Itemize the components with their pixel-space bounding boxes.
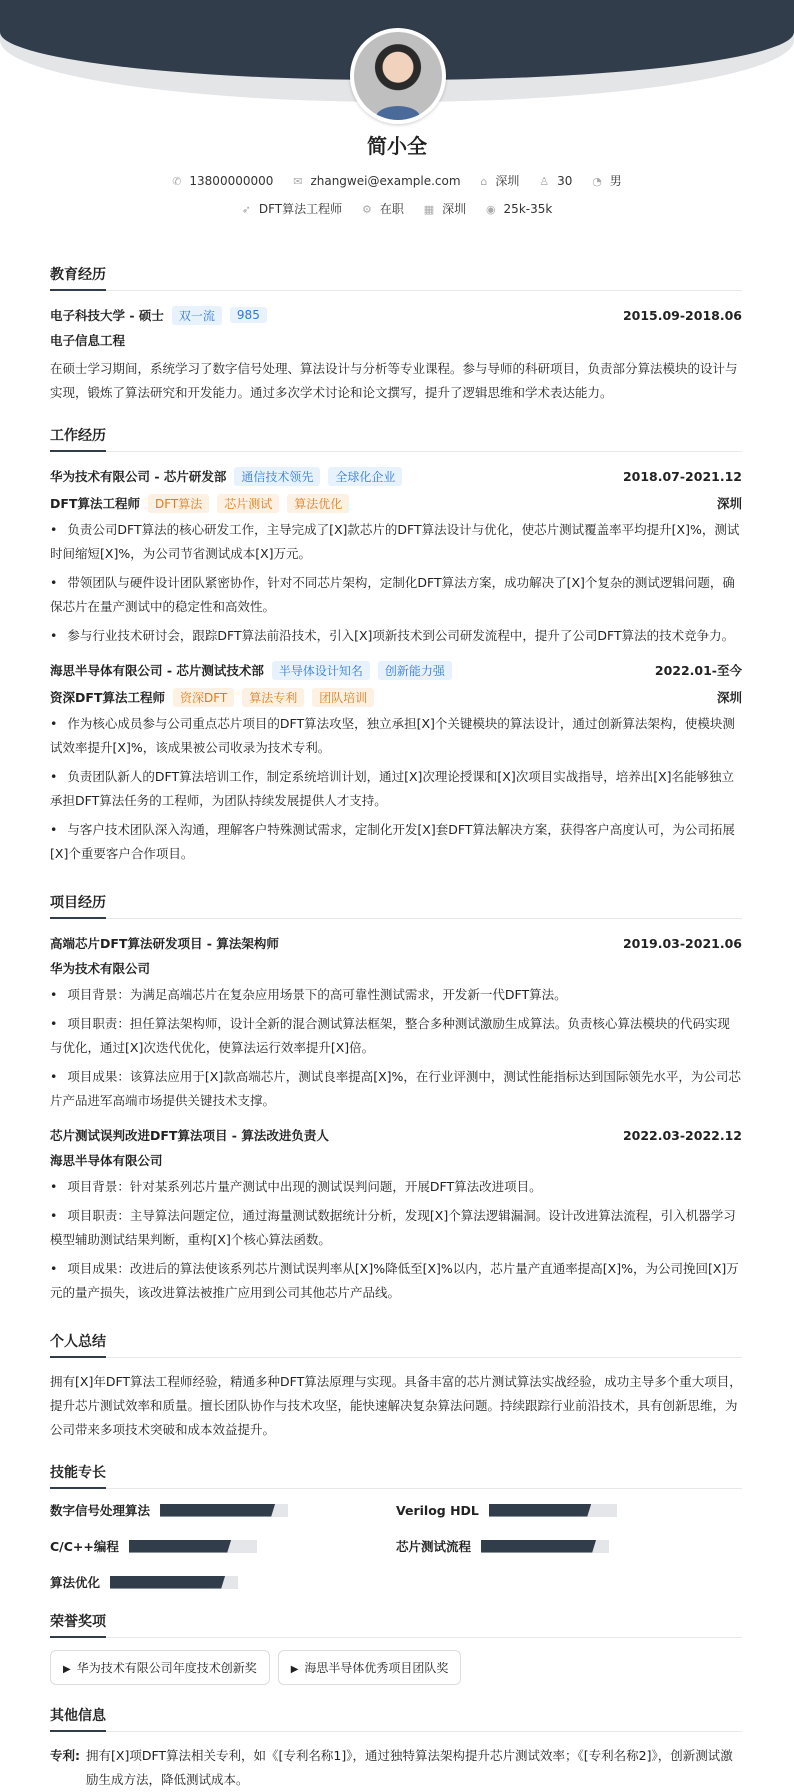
award-name: 华为技术有限公司年度技术创新奖 [76,1661,257,1675]
company: 海思半导体有限公司 - 芯片测试技术部 [50,663,264,678]
bullet: • 与客户技术团队深入沟通，理解客户特殊测试需求，定制化开发[X]套DFT算法解决方案，获得客户高度认可，为公司拓展[X]个重要客户合作项目。 [50,818,742,866]
project-title: 高端芯片DFT算法研发项目 - 算法架构师 [50,936,279,951]
role-tag: 算法优化 [287,494,349,513]
project-company: 海思半导体有限公司 [50,1153,163,1168]
award-name: 海思半导体优秀项目团队奖 [304,1661,449,1675]
bullet: • 作为核心成员参与公司重点芯片项目的DFT算法攻坚，独立承担[X]个关键模块的算法设计，通过创新算法架构，使模块测试效率提升[X]%，该成果被公司收录为技术专利。 [50,712,742,760]
email: zhangwei@example.com [310,174,461,188]
bullet: • 项目成果：改进后的算法使该系列芯片测试误判率从[X]%降低至[X]%以内，芯片量产直通率提高[X]%，为公司挽回[X]万元的量产损失，该改进算法被推广应用到公司其他芯片产品线。 [50,1257,742,1305]
skill-bar-fill [489,1504,591,1517]
user-icon: ♙ [539,175,550,188]
company-tag: 全球化企业 [328,467,402,486]
tag: 双一流 [172,306,222,325]
skill-bar [110,1576,238,1589]
skill-item [396,1501,742,1519]
bullet: • 参与行业技术研讨会，跟踪DFT算法前沿技术，引入[X]项新技术到公司研发流程中，提升了公司DFT算法的技术竞争力。 [50,624,742,648]
skill-item [50,1501,396,1519]
section-awards: 荣誉奖项 [50,1611,742,1638]
patent-text: 拥有[X]项DFT算法相关专利，如《[专利名称1]》，通过独特算法架构提升芯片测试效率；《[专利名称2]》，创新测试激励生成方法，降低测试成本。 [86,1748,733,1787]
date: 2015.09-2018.06 [622,307,742,323]
section-summary: 个人总结 [50,1331,742,1358]
section-education: 教育经历 [50,264,742,291]
bullet: • 项目职责：担任算法架构师，设计全新的混合测试算法框架，整合多种测试激励生成算法。负责核心算法模块的代码实现与优化，通过[X]次迭代优化，使算法运行效率提升[X]倍。 [50,1012,742,1060]
company-tag: 创新能力强 [378,661,452,680]
skill-bar-fill [110,1576,225,1589]
role-tag: DFT算法 [148,494,209,513]
project-title: 芯片测试误判改进DFT算法项目 - 算法改进负责人 [50,1128,329,1143]
skill-bar-fill [129,1540,231,1553]
skill-bar [129,1540,257,1553]
role-tag: 资深DFT [173,688,234,707]
gear-icon: ⚙ [361,203,372,216]
section-other: 其他信息 [50,1705,742,1732]
bullet: • 带领团队与硬件设计团队紧密协作，针对不同芯片架构，定制化DFT算法方案，成功解决了[X]个复杂的测试逻辑问题，确保芯片在量产测试中的稳定性和高效性。 [50,571,742,619]
major: 电子信息工程 [50,333,126,348]
skill-name: 芯片测试流程 [396,1539,472,1554]
role-tag: 算法专利 [242,688,304,707]
triangle-icon: ▶ [290,1664,299,1675]
tag: 985 [230,307,267,323]
bullet: • 项目背景：为满足高端芯片在复杂应用场景下的高可靠性测试需求，开发新一代DFT算法。 [50,983,742,1007]
building-icon: ▦ [423,203,435,216]
phone: 13800000000 [189,174,274,188]
summary: 拥有[X]年DFT算法工程师经验，精通多种DFT算法原理与实现。具备丰富的芯片测试算法实战经验，成功主导多个重大项目，提升芯片测试效率和质量。擅长团队协作与技术攻坚，能快速解决复杂算法问题。持续跟踪行业前沿技术，具有创新思维，为公司带来多项技术突破和成本效益提升。 [50,1374,742,1437]
skill-item [50,1537,396,1555]
target-city: 深圳 [442,202,467,216]
bullet: • 负责公司DFT算法的核心研发工作，主导完成了[X]款芯片的DFT算法设计与优化，使芯片测试覆盖率平均提升[X]%，测试时间缩短[X]%，为公司节省测试成本[X]万元。 [50,518,742,566]
skill-name: C/C++编程 [50,1539,119,1554]
bullet: • 负责团队新人的DFT算法培训工作，制定系统培训计划，通过[X]次理论授课和[X]次项目实战指导，培养出[X]名能够独立承担DFT算法任务的工程师，为团队持续发展提供人才支持。 [50,765,742,813]
city: 深圳 [716,496,742,511]
location: 深圳 [495,174,520,188]
avatar [350,28,446,124]
patents [50,1744,742,1792]
patent-label: 专利: [50,1748,80,1763]
company: 华为技术有限公司 - 芯片研发部 [50,469,227,484]
candidate-name: 简小全 [367,134,427,158]
age: 30 [557,174,573,188]
company-tag: 通信技术领先 [234,467,320,486]
job-intent-row [0,200,794,217]
section-projects: 项目经历 [50,892,742,919]
skill-item [50,1573,396,1591]
skill-bar-fill [481,1540,596,1553]
date: 2018.07-2021.12 [622,468,742,484]
company-tag: 半导体设计知名 [272,661,370,680]
project-item [50,931,742,1113]
date: 2022.01-至今 [654,663,742,678]
school: 电子科技大学 - 硕士 [50,308,164,323]
salary: 25k-35k [503,202,553,216]
skill-bar [481,1540,609,1553]
triangle-icon: ▶ [63,1664,71,1675]
section-skills: 技能专长 [50,1462,742,1489]
role-tag: 团队培训 [312,688,374,707]
skill-item [396,1537,742,1555]
work-item [50,464,742,648]
mail-icon: ✉ [293,175,303,188]
coin-icon: ◉ [485,203,496,216]
gender: 男 [609,174,622,188]
skill-bar [160,1504,288,1517]
skill-name: 算法优化 [50,1575,101,1590]
phone-icon: ✆ [172,175,182,188]
award-item [50,1650,270,1685]
skill-name: 数字信号处理算法 [50,1503,151,1518]
section-work: 工作经历 [50,425,742,452]
role-tag: 芯片测试 [217,494,279,513]
city: 深圳 [716,690,742,705]
position: DFT算法工程师 [258,202,343,216]
work-item [50,658,742,866]
date: 2022.03-2022.12 [622,1127,742,1143]
send-icon: ➶ [241,203,251,216]
bullet: • 项目成果：该算法应用于[X]款高端芯片，测试良率提高[X]%，在行业评测中，测试性能指标达到国际领先水平，为公司芯片产品进军高端市场提供关键技术支撑。 [50,1065,742,1113]
skill-bar [489,1504,617,1517]
project-item [50,1123,742,1305]
role: DFT算法工程师 [50,496,140,511]
bullet: • 项目职责：主导算法问题定位，通过海量测试数据统计分析，发现[X]个算法逻辑漏洞。设计改进算法流程，引入机器学习模型辅助测试结果判断，重构[X]个核心算法函数。 [50,1204,742,1252]
award-item [278,1650,462,1685]
skill-bar-fill [160,1504,275,1517]
gender-icon: ◔ [592,175,602,188]
date: 2019.03-2021.06 [622,935,742,951]
education-desc: 在硕士学习期间，系统学习了数字信号处理、算法设计与分析等专业课程。参与导师的科研项目，负责部分算法模块的设计与实现，锻炼了算法研究和开发能力。通过多次学术讨论和论文撰写，提升了逻辑思维和学术表达能力。 [50,361,738,400]
resume-content [50,244,742,1792]
skill-name: Verilog HDL [396,1502,479,1518]
role: 资深DFT算法工程师 [50,690,165,705]
home-icon: ⌂ [480,175,488,188]
bullet: • 项目背景：针对某系列芯片量产测试中出现的测试误判问题，开展DFT算法改进项目。 [50,1175,742,1199]
status: 在职 [379,202,404,216]
project-company: 华为技术有限公司 [50,961,151,976]
contact-row [0,172,794,189]
